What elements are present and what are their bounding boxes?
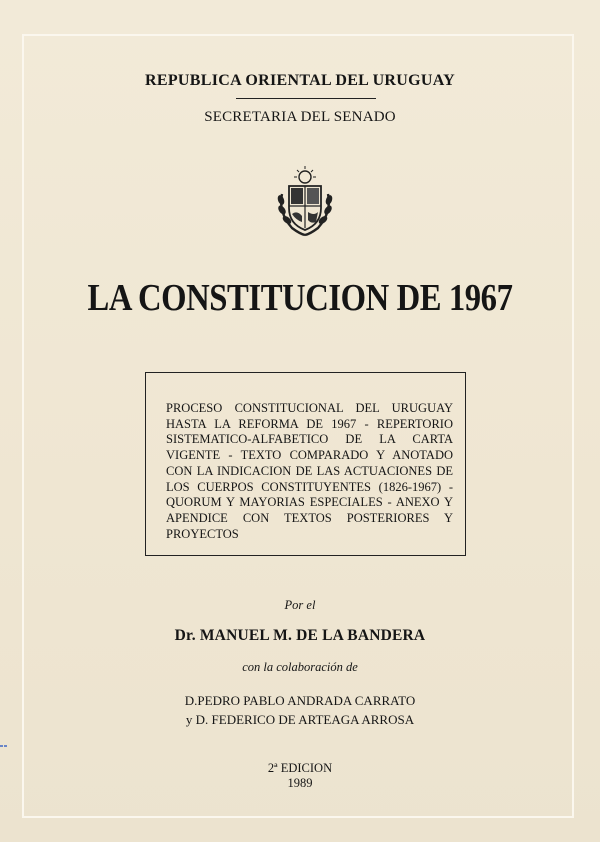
document-title: LA CONSTITUCION DE 1967 bbox=[87, 277, 513, 319]
collaborator-line-2: y D. FEDERICO DE ARTEAGA ARROSA bbox=[185, 712, 415, 727]
publication-year: 1989 bbox=[287, 776, 313, 790]
description-line: VIGENTE - TEXTO COMPARADO Y ANOTADO bbox=[166, 448, 453, 463]
collaborator-line-1: D.PEDRO PABLO ANDRADA CARRATO bbox=[184, 693, 416, 708]
description-line: QUORUM Y MAYORIAS ESPECIALES - ANEXO Y bbox=[166, 495, 453, 510]
coat-of-arms-icon bbox=[272, 164, 338, 238]
description-line: HASTA LA REFORMA DE 1967 - REPERTORIO bbox=[166, 416, 453, 431]
heading-divider bbox=[236, 98, 376, 99]
edition-label: 2ª EDICION bbox=[267, 761, 333, 775]
byline-intro: Por el bbox=[284, 598, 316, 612]
author-name: Dr. MANUEL M. DE LA BANDERA bbox=[174, 627, 426, 644]
office-heading: SECRETARIA DEL SENADO bbox=[204, 109, 396, 125]
description-line: CON LA INDICACION DE LAS ACTUACIONES DE bbox=[166, 463, 453, 478]
collaboration-intro: con la colaboración de bbox=[242, 660, 358, 674]
description-line: PROCESO CONSTITUCIONAL DEL URUGUAY bbox=[166, 401, 453, 415]
scan-mark bbox=[0, 734, 10, 737]
description-line: PROYECTOS bbox=[166, 526, 239, 541]
description-line: LOS CUERPOS CONSTITUYENTES (1826-1967) - bbox=[166, 479, 453, 494]
description-line: SISTEMATICO-ALFABETICO DE LA CARTA bbox=[166, 432, 453, 447]
description-line: APENDICE CON TEXTOS POSTERIORES Y bbox=[166, 510, 453, 525]
country-heading: REPUBLICA ORIENTAL DEL URUGUAY bbox=[145, 72, 455, 89]
description-text bbox=[166, 401, 453, 542]
